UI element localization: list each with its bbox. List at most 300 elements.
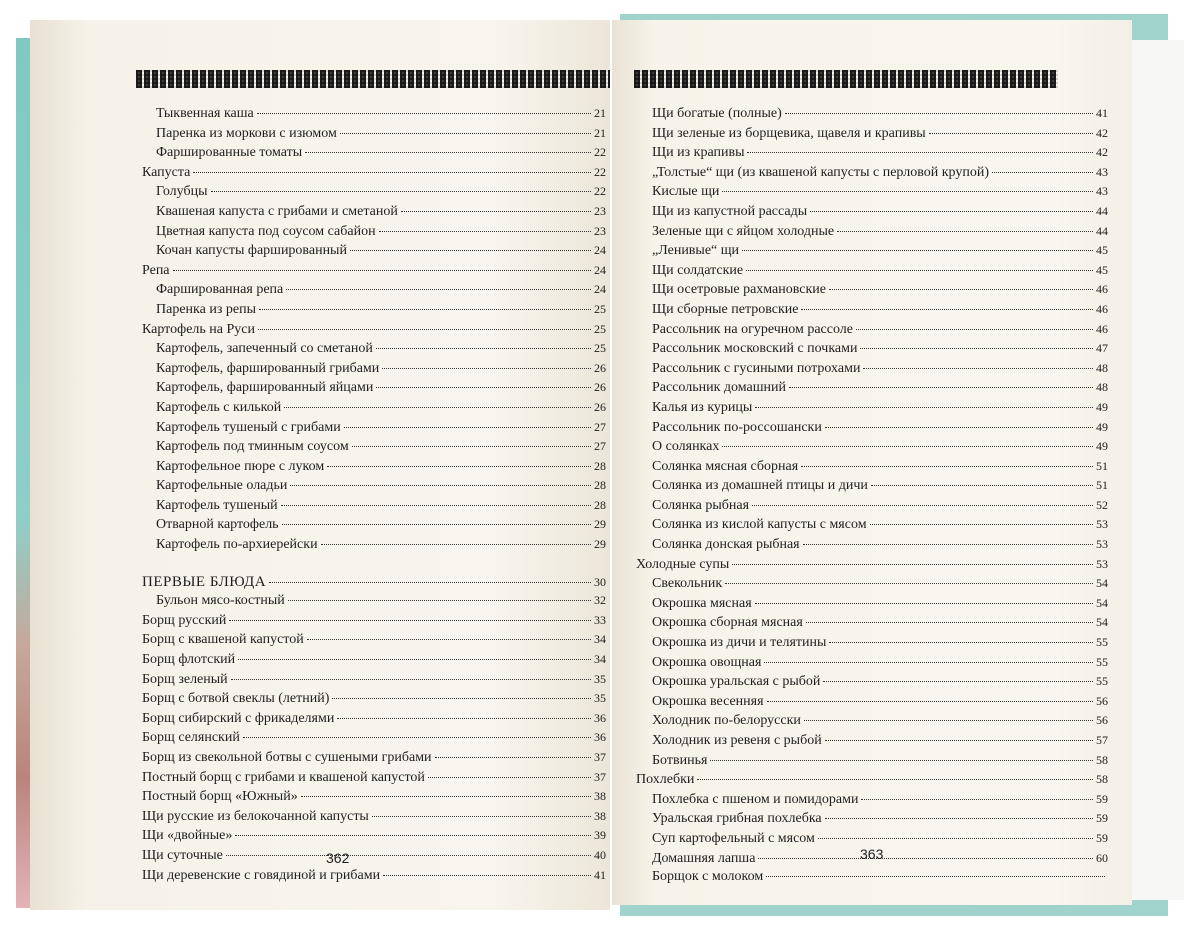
- toc-entry-title: Щи суточные: [142, 847, 223, 863]
- toc-entry: [636, 692, 1108, 712]
- toc-entry-title: Паренка из репы: [156, 301, 256, 317]
- toc-entry-title: Картофель, запеченный со сметаной: [156, 341, 373, 357]
- toc-entry: [636, 476, 1108, 496]
- toc-entry-title: Картофель с килькой: [156, 399, 282, 415]
- toc-entry-page: 51: [1096, 458, 1108, 473]
- toc-entry-title: О солянках: [652, 439, 720, 455]
- toc-entry-title: Борщ из свекольной ботвы с сушеными грибами: [142, 750, 432, 765]
- toc-entry-title: Рассольник московский с почками: [652, 341, 858, 357]
- toc-entry: [126, 611, 606, 631]
- toc-entry: [636, 300, 1108, 320]
- toc-entry-page: 54: [1096, 595, 1108, 610]
- toc-entry: [126, 320, 606, 340]
- toc-entry-title: Солянка из домашней птицы и дичи: [652, 478, 868, 494]
- toc-entry-title: Борщ зеленый: [142, 671, 228, 687]
- toc-entry: [636, 163, 1108, 183]
- toc-entry-title: Щи солдатские: [652, 262, 744, 278]
- toc-entry: [126, 535, 606, 555]
- dot-leader: [992, 172, 1093, 173]
- toc-entry: [636, 359, 1108, 379]
- toc-entry-page: 54: [1096, 615, 1108, 630]
- toc-entry-page: 41: [594, 867, 606, 882]
- toc-entry-page: 45: [1096, 262, 1108, 277]
- toc-entry: [126, 670, 606, 690]
- dot-leader: [871, 485, 1093, 486]
- toc-entry: [636, 574, 1108, 594]
- dot-leader: [376, 348, 591, 349]
- dot-leader: [282, 524, 591, 525]
- toc-entry: [126, 124, 606, 144]
- toc-entry-title: Картофель под тминным соусом: [156, 439, 349, 455]
- toc-entry-title: Окрошка мясная: [652, 595, 752, 611]
- dot-leader: [766, 876, 1105, 877]
- toc-entry-page: 26: [594, 360, 606, 375]
- toc-entry-page: 53: [1096, 517, 1108, 532]
- toc-entry: [636, 339, 1108, 359]
- toc-entry-title: Солянка из кислой капусты с мясом: [652, 517, 867, 533]
- toc-entry-page: 46: [1096, 301, 1108, 316]
- toc-entry-title: Окрошка уральская с рыбой: [652, 674, 821, 690]
- dot-leader: [856, 329, 1093, 330]
- toc-entry-page: 55: [1096, 674, 1108, 689]
- toc-entry: [636, 104, 1108, 124]
- toc-entry-page: 34: [594, 652, 606, 667]
- toc-entry: [636, 378, 1108, 398]
- toc-entry-page: 22: [594, 184, 606, 199]
- toc-entry-title: Солянка рыбная: [652, 497, 750, 513]
- toc-entry-page: 53: [1096, 537, 1108, 552]
- toc-entry: [126, 515, 606, 535]
- dot-leader: [742, 250, 1093, 251]
- toc-entry-title: Борщок с молоком: [652, 869, 764, 885]
- toc-entry: [636, 143, 1108, 163]
- toc-entry: [126, 807, 606, 827]
- toc-entry-page: 40: [594, 847, 606, 862]
- toc-entry-page: 26: [594, 399, 606, 414]
- toc-entry-title: Картофель по-архиерейски: [156, 537, 318, 553]
- toc-entry-page: 35: [594, 691, 606, 706]
- toc-entry: [636, 731, 1108, 751]
- toc-entry: [126, 457, 606, 477]
- toc-entry-title: Картофель, фаршированный яйцами: [156, 380, 374, 396]
- toc-entry-page: 29: [594, 537, 606, 552]
- toc-entry: [126, 241, 606, 261]
- toc-entry: [636, 202, 1108, 222]
- toc-entry-title: Кочан капусты фаршированный: [156, 243, 347, 259]
- toc-entry-page: 54: [1096, 576, 1108, 591]
- toc-entry-page: 55: [1096, 635, 1108, 650]
- toc-entry: [126, 709, 606, 729]
- dot-leader: [226, 855, 591, 856]
- toc-entry-title: Окрошка из дичи и телятины: [652, 635, 827, 651]
- toc-entry: [126, 163, 606, 183]
- toc-entry: [126, 748, 606, 768]
- toc-entry-title: Домашняя лапша: [652, 850, 756, 866]
- toc-entry: [126, 476, 606, 496]
- toc-entry: [636, 124, 1108, 144]
- toc-entry: [636, 653, 1108, 673]
- dot-leader: [801, 309, 1093, 310]
- dot-leader: [301, 796, 591, 797]
- toc-section-heading: [126, 573, 606, 592]
- toc-entry-title: Борщ флотский: [142, 652, 236, 668]
- dot-leader: [697, 779, 1093, 780]
- dot-leader: [305, 152, 591, 153]
- ornament-border: [136, 70, 610, 88]
- toc-entry-page: 51: [1096, 478, 1108, 493]
- toc-entry-page: 25: [594, 321, 606, 336]
- dot-leader: [173, 270, 591, 271]
- toc-entry-page: 49: [1096, 439, 1108, 454]
- toc-entry-page: 46: [1096, 321, 1108, 336]
- toc-entry-page: 22: [594, 164, 606, 179]
- dot-leader: [829, 642, 1093, 643]
- dot-leader: [376, 387, 591, 388]
- dot-leader: [269, 582, 591, 583]
- toc-entry: [126, 418, 606, 438]
- toc-entry: [636, 555, 1108, 575]
- toc-entry: [126, 202, 606, 222]
- dot-leader: [929, 133, 1093, 134]
- toc-entry-page: 34: [594, 632, 606, 647]
- toc-entry-title: Похлебка с пшеном и помидорами: [652, 791, 859, 807]
- toc-entry: [636, 535, 1108, 555]
- toc-entry: [636, 790, 1108, 810]
- toc-entry: [636, 613, 1108, 633]
- toc-entry-page: 26: [594, 380, 606, 395]
- dot-leader: [758, 858, 1093, 859]
- toc-entry-title: Окрошка сборная мясная: [652, 615, 803, 631]
- toc-entry-page: 48: [1096, 360, 1108, 375]
- toc-entry-title: Щи из крапивы: [652, 145, 745, 161]
- toc-entry: [126, 359, 606, 379]
- toc-entry-page: 52: [1096, 497, 1108, 512]
- page-number: 362: [326, 850, 350, 866]
- toc-entry-title: Рассольник по-россошански: [652, 419, 822, 435]
- toc-entry-page: 59: [1096, 791, 1108, 806]
- left-page: [30, 20, 610, 910]
- dot-leader: [764, 662, 1093, 663]
- toc-entry-page: 28: [594, 497, 606, 512]
- toc-entry-title: Картофельные оладьи: [156, 478, 288, 494]
- toc-entry-title: Фаршированные томаты: [156, 145, 303, 161]
- toc-entry-page: 56: [1096, 693, 1108, 708]
- toc-entry: [636, 751, 1108, 771]
- dot-leader: [211, 191, 591, 192]
- dot-leader: [863, 368, 1093, 369]
- dot-leader: [747, 152, 1093, 153]
- dot-leader: [288, 600, 591, 601]
- dot-leader: [337, 718, 591, 719]
- dot-leader: [755, 603, 1093, 604]
- toc-entry: [636, 496, 1108, 516]
- toc-entry: [126, 143, 606, 163]
- toc-entry-title: Калья из курицы: [652, 399, 753, 415]
- toc-entry: [636, 770, 1108, 790]
- dot-leader: [235, 835, 591, 836]
- toc-entry: [126, 104, 606, 124]
- dot-leader: [284, 407, 591, 408]
- toc-entry-page: 42: [1096, 145, 1108, 160]
- toc-entry: [636, 261, 1108, 281]
- toc-entry: [636, 418, 1108, 438]
- toc-entry: [126, 222, 606, 242]
- dot-leader: [722, 446, 1093, 447]
- toc-entry: [636, 711, 1108, 731]
- toc-entry-page: 39: [594, 828, 606, 843]
- dot-leader: [382, 368, 591, 369]
- toc-entry-page: 38: [594, 789, 606, 804]
- dot-leader: [825, 427, 1093, 428]
- toc-entry-title: Похлебки: [636, 772, 695, 788]
- toc-entry-page: 25: [594, 341, 606, 356]
- toc-entry-title: Картофель тушеный с грибами: [156, 419, 341, 435]
- toc-entry-title: Ботвинья: [652, 752, 708, 768]
- toc-entry-title: Щи богатые (полные): [652, 106, 782, 121]
- dot-leader: [825, 818, 1093, 819]
- toc-entry: [126, 496, 606, 516]
- toc-entry-page: 21: [594, 106, 606, 120]
- toc-entry-title: Холодник из ревеня с рыбой: [652, 733, 822, 748]
- toc-entry-title: Борщ с ботвой свеклы (летний): [142, 691, 330, 707]
- toc-entry-title: Картофель тушеный: [156, 497, 278, 513]
- toc-entry: [126, 728, 606, 748]
- toc-entry: [636, 515, 1108, 535]
- toc-entry: [126, 398, 606, 418]
- toc-entry-page: 49: [1096, 399, 1108, 414]
- toc-entry-title: Свекольник: [652, 576, 723, 592]
- toc-entry-page: 56: [1096, 713, 1108, 728]
- toc-entry-page: 23: [594, 203, 606, 218]
- toc-entry-title: Репа: [142, 262, 170, 278]
- toc-entry-title: Картофель, фаршированный грибами: [156, 360, 380, 376]
- toc-entry-title: Кислые щи: [652, 184, 720, 200]
- dot-leader: [229, 620, 591, 621]
- toc-entry: [636, 633, 1108, 653]
- dot-leader: [767, 701, 1093, 702]
- toc-entry: [636, 594, 1108, 614]
- ornament-border: [634, 70, 1058, 88]
- toc-entry: [126, 768, 606, 788]
- toc-entry-page: 44: [1096, 223, 1108, 238]
- toc-entry: [126, 630, 606, 650]
- dot-leader: [785, 113, 1093, 114]
- toc-entry: [636, 241, 1108, 261]
- toc-entry-title: Щи «двойные»: [142, 828, 233, 844]
- toc-entry-title: Голубцы: [156, 184, 208, 200]
- toc-entry-title: Суп картофельный с мясом: [652, 830, 815, 846]
- toc-entry-page: 43: [1096, 184, 1108, 199]
- toc-entry: [636, 222, 1108, 242]
- toc-entry-page: 57: [1096, 733, 1108, 747]
- toc-entry: [126, 689, 606, 709]
- toc-entry-title: „Толстые“ щи (из квашеной капусты с перловой крупой): [652, 164, 989, 180]
- toc-entry-title: Паренка из моркови с изюмом: [156, 125, 337, 141]
- dot-leader: [829, 289, 1093, 290]
- dot-leader: [259, 309, 591, 310]
- right-page: [612, 20, 1132, 905]
- toc-entry: [126, 378, 606, 398]
- toc-entry-page: 30: [594, 574, 606, 589]
- page-edge: [1126, 40, 1184, 900]
- toc-entry-title: Фаршированная репа: [156, 282, 284, 298]
- toc-entry-page: 29: [594, 517, 606, 532]
- toc-entry-title: Зеленые щи с яйцом холодные: [652, 223, 835, 239]
- toc-entry-title: Отварной картофель: [156, 517, 279, 533]
- toc-entry-title: Тыквенная каша: [156, 106, 254, 121]
- toc-entry-page: 25: [594, 301, 606, 316]
- toc-entry-page: 47: [1096, 341, 1108, 356]
- dot-leader: [401, 211, 591, 212]
- toc-entry: [636, 320, 1108, 340]
- toc-entry-title: Окрошка весенняя: [652, 693, 764, 709]
- toc-entry-title: Щи осетровые рахмановские: [652, 282, 827, 298]
- toc-entry-page: 41: [1096, 106, 1108, 120]
- dot-leader: [238, 659, 591, 660]
- toc-entry-title: Борщ сибирский с фрикаделями: [142, 710, 335, 726]
- dot-leader: [372, 816, 591, 817]
- dot-leader: [801, 466, 1093, 467]
- dot-leader: [257, 113, 591, 114]
- toc-entry-title: Солянка мясная сборная: [652, 458, 799, 474]
- toc-entry-page: 36: [594, 730, 606, 745]
- dot-leader: [340, 133, 591, 134]
- dot-leader: [435, 757, 591, 758]
- toc-entry-page: 59: [1096, 830, 1108, 845]
- toc-entry-page: 53: [1096, 556, 1108, 571]
- toc-entry-page: 24: [594, 282, 606, 297]
- dot-leader: [231, 679, 591, 680]
- dot-leader: [803, 544, 1093, 545]
- toc-entry-page: 21: [594, 125, 606, 140]
- toc-entry-page: 22: [594, 145, 606, 160]
- toc-entry-title: Картофельное пюре с луком: [156, 458, 325, 474]
- toc-spacer: [126, 555, 606, 573]
- toc-entry-title: Холодник по-белорусски: [652, 713, 801, 729]
- dot-leader: [344, 427, 591, 428]
- toc-entry-title: Бульон мясо-костный: [156, 593, 285, 609]
- toc-entry-page: 35: [594, 671, 606, 686]
- toc-entry: [126, 787, 606, 807]
- toc-entry-page: 33: [594, 612, 606, 627]
- dot-leader: [286, 289, 591, 290]
- toc-entry: [126, 826, 606, 846]
- toc-entry-page: 28: [594, 478, 606, 493]
- toc-entry: [126, 866, 606, 886]
- table-of-contents-right: [636, 104, 1108, 887]
- toc-entry-title: Щи сборные петровские: [652, 301, 799, 317]
- toc-entry: [636, 868, 1108, 887]
- toc-entry-page: 27: [594, 419, 606, 434]
- toc-entry-page: 43: [1096, 164, 1108, 179]
- toc-entry: [636, 437, 1108, 457]
- dot-leader: [825, 740, 1093, 741]
- toc-entry-title: Рассольник с гусиными потрохами: [652, 360, 861, 376]
- dot-leader: [861, 799, 1093, 800]
- dot-leader: [379, 231, 591, 232]
- dot-leader: [870, 524, 1093, 525]
- dot-leader: [327, 466, 591, 467]
- toc-entry: [126, 591, 606, 611]
- toc-entry-page: 58: [1096, 772, 1108, 787]
- toc-entry-title: „Ленивые“ щи: [652, 243, 740, 259]
- toc-entry-page: 24: [594, 243, 606, 258]
- toc-entry: [126, 437, 606, 457]
- dot-leader: [810, 211, 1093, 212]
- toc-entry-page: 24: [594, 262, 606, 277]
- toc-entry: [126, 846, 606, 866]
- toc-entry: [636, 280, 1108, 300]
- toc-entry-title: Постный борщ «Южный»: [142, 789, 298, 805]
- dot-leader: [755, 407, 1093, 408]
- dot-leader: [746, 270, 1093, 271]
- dot-leader: [722, 191, 1093, 192]
- dot-leader: [290, 485, 591, 486]
- toc-entry: [636, 182, 1108, 202]
- toc-entry-page: 55: [1096, 654, 1108, 669]
- toc-entry: [126, 182, 606, 202]
- toc-entry-title: Борщ селянский: [142, 730, 240, 746]
- toc-entry-page: 36: [594, 710, 606, 725]
- dot-leader: [804, 720, 1093, 721]
- toc-entry-title: Окрошка овощная: [652, 654, 762, 670]
- toc-entry: [126, 280, 606, 300]
- dot-leader: [352, 446, 591, 447]
- dot-leader: [332, 698, 591, 699]
- toc-entry-page: 42: [1096, 125, 1108, 140]
- toc-entry-page: 58: [1096, 752, 1108, 767]
- table-of-contents-left: [126, 104, 606, 885]
- dot-leader: [281, 505, 591, 506]
- toc-entry-title: Щи из капустной рассады: [652, 203, 808, 219]
- dot-leader: [752, 505, 1093, 506]
- toc-entry: [636, 672, 1108, 692]
- dot-leader: [243, 737, 591, 738]
- dot-leader: [806, 622, 1093, 623]
- toc-entry-title: Борщ русский: [142, 612, 227, 628]
- toc-entry-page: 32: [594, 593, 606, 608]
- toc-entry: [126, 300, 606, 320]
- toc-entry-title: Цветная капуста под соусом сабайон: [156, 223, 376, 239]
- toc-entry-title: Рассольник на огуречном рассоле: [652, 321, 853, 337]
- toc-entry: [636, 809, 1108, 829]
- toc-entry-page: 37: [594, 769, 606, 784]
- toc-entry-title: Квашеная капуста с грибами и сметаной: [156, 203, 398, 219]
- toc-entry-title: Щи русские из белокочанной капусты: [142, 808, 369, 824]
- toc-entry-page: 49: [1096, 419, 1108, 434]
- dot-leader: [789, 387, 1093, 388]
- toc-entry-title: Картофель на Руси: [142, 321, 255, 337]
- toc-entry-page: 44: [1096, 203, 1108, 218]
- toc-entry-page: 28: [594, 458, 606, 473]
- toc-entry: [636, 398, 1108, 418]
- toc-entry-title: Борщ с квашеной капустой: [142, 632, 304, 648]
- dot-leader: [350, 250, 591, 251]
- toc-entry-page: 59: [1096, 811, 1108, 826]
- toc-entry-page: 46: [1096, 282, 1108, 297]
- toc-entry: [636, 457, 1108, 477]
- dot-leader: [383, 875, 591, 876]
- toc-entry-page: 38: [594, 808, 606, 823]
- dot-leader: [307, 639, 591, 640]
- dot-leader: [823, 681, 1093, 682]
- toc-entry-title: Капуста: [142, 164, 191, 180]
- dot-leader: [837, 231, 1093, 232]
- dot-leader: [258, 329, 591, 330]
- toc-entry-page: 27: [594, 439, 606, 454]
- dot-leader: [321, 544, 591, 545]
- dot-leader: [860, 348, 1093, 349]
